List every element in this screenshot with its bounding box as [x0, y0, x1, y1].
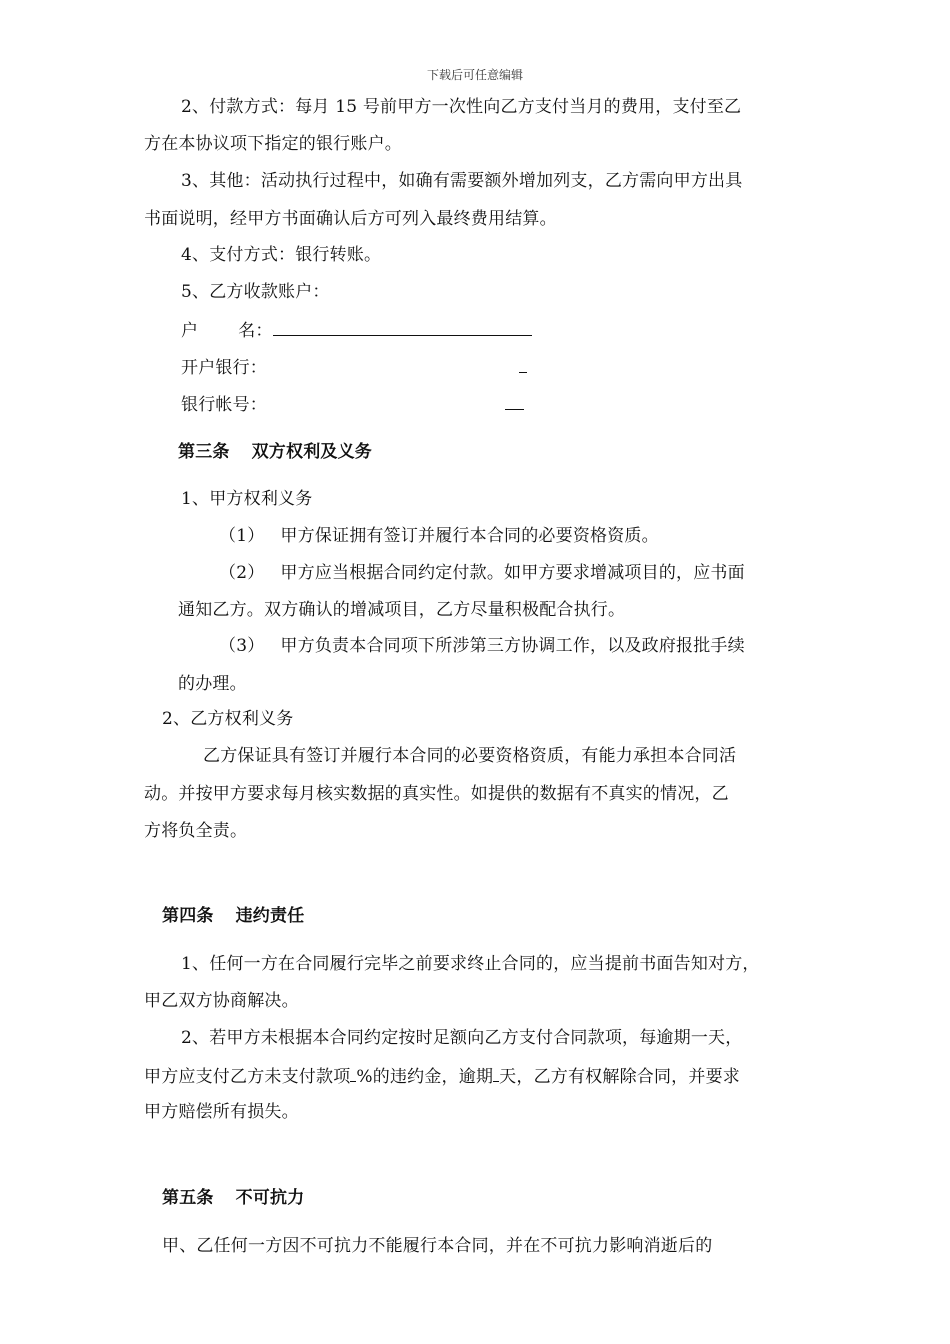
article-4-heading	[162, 905, 304, 927]
account-number-blank[interactable]	[505, 392, 524, 410]
party-a-item-2	[219, 562, 745, 584]
breach-line2-part-b: %的违约金，逾期	[356, 1067, 494, 1087]
party-a-item-3	[219, 635, 745, 657]
bank-blank[interactable]	[519, 355, 527, 373]
item-2-number: （2）	[219, 563, 265, 583]
breach-clause-2-line2	[144, 1064, 740, 1088]
page-header: 下载后可任意编辑	[426, 68, 523, 82]
party-b-line2: 动。并按甲方要求每月核实数据的真实性。如提供的数据有不真实的情况，乙	[144, 784, 729, 804]
breach-line2-part-c: 天，乙方有权解除合同，并要求	[499, 1067, 740, 1087]
party-a-item-3-continued: 的办理。	[178, 674, 247, 694]
article-5-number: 第五条	[162, 1188, 214, 1208]
breach-clause-1-line2: 甲乙双方协商解决。	[144, 991, 299, 1011]
item-3-number: （3）	[219, 636, 265, 656]
article-5-title: 不可抗力	[235, 1188, 305, 1208]
party-a-item-1	[219, 525, 659, 547]
article-3-heading	[178, 441, 372, 463]
account-name-label-a: 户	[181, 321, 199, 341]
bank-label: 开户银行：	[181, 358, 267, 378]
item-3-text: 甲方负责本合同项下所涉第三方协调工作，以及政府报批手续	[280, 636, 745, 656]
party-b-line1: 乙方保证具有签订并履行本合同的必要资格资质，有能力承担本合同活	[203, 746, 737, 766]
breach-clause-2-line1: 2、若甲方未根据本合同约定按时足额向乙方支付合同款项，每逾期一天，	[181, 1028, 743, 1048]
account-name-row	[181, 318, 532, 342]
party-b-line3: 方将负全责。	[144, 821, 248, 841]
article-5-heading	[162, 1187, 304, 1209]
party-a-item-2-continued: 通知乙方。双方确认的增减项目，乙方尽量积极配合执行。	[178, 600, 626, 620]
breach-line2-part-a: 甲方应支付乙方未支付款项	[144, 1067, 351, 1087]
item-1-number: （1）	[219, 526, 265, 546]
item-1-text: 甲方保证拥有签订并履行本合同的必要资格资质。	[280, 526, 659, 546]
bank-row	[181, 355, 527, 379]
account-number-row	[181, 392, 524, 416]
clause-receiving-account: 5、乙方收款账户：	[181, 282, 330, 302]
account-name-label-b: 名：	[238, 321, 273, 341]
clause-payment-type: 4、支付方式：银行转账。	[181, 245, 382, 265]
clause-payment-method-line1: 2、付款方式：每月 15 号前甲方一次性向乙方支付当月的费用，支付至乙	[181, 97, 742, 117]
clause-other-line2: 书面说明，经甲方书面确认后方可列入最终费用结算。	[144, 209, 557, 229]
clause-payment-method-line2: 方在本协议项下指定的银行账户。	[144, 134, 402, 154]
item-2-text: 甲方应当根据合同约定付款。如甲方要求增减项目的，应书面	[280, 563, 745, 583]
account-number-label: 银行帐号：	[181, 395, 267, 415]
force-majeure-line1: 甲、乙任何一方因不可抗力不能履行本合同，并在不可抗力影响消逝后的	[162, 1236, 713, 1256]
party-b-rights-heading: 2、乙方权利义务	[162, 709, 294, 729]
party-a-rights-heading: 1、甲方权利义务	[181, 489, 313, 509]
clause-other-line1: 3、其他：活动执行过程中，如确有需要额外增加列支，乙方需向甲方出具	[181, 171, 743, 191]
article-3-number: 第三条	[178, 442, 230, 462]
account-name-blank[interactable]	[273, 318, 532, 336]
breach-clause-1-line1: 1、任何一方在合同履行完毕之前要求终止合同的，应当提前书面告知对方，	[181, 954, 760, 974]
article-3-title: 双方权利及义务	[251, 442, 373, 462]
article-4-number: 第四条	[162, 906, 214, 926]
article-4-title: 违约责任	[235, 906, 305, 926]
breach-clause-2-line3: 甲方赔偿所有损失。	[144, 1102, 299, 1122]
